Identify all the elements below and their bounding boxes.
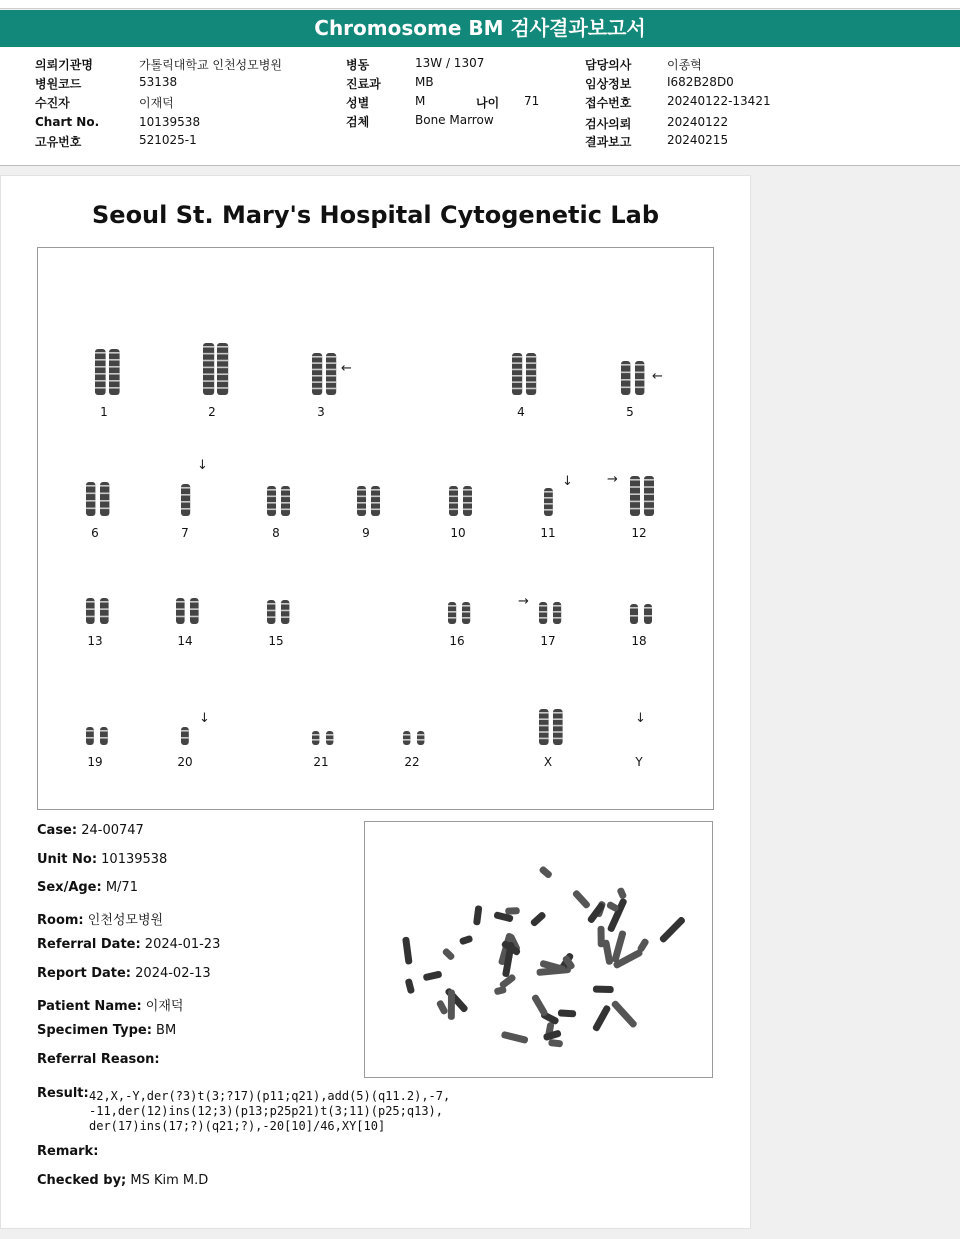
info-value: 이종혁	[667, 58, 702, 72]
case-field-label: Specimen Type:	[37, 1023, 152, 1039]
metaphase-chromosome	[548, 1039, 563, 1048]
chromosome-label: 6	[91, 526, 99, 540]
patient-info-panel	[0, 47, 960, 166]
case-field-row	[37, 1052, 160, 1067]
chromosome-3	[312, 353, 322, 395]
chromosome-label: 2	[208, 405, 216, 419]
chromosome-label: 15	[268, 634, 284, 648]
lab-title: Seoul St. Mary's Hospital Cytogenetic Lab	[92, 201, 659, 229]
metaphase-chromosome	[610, 999, 638, 1028]
info-label: 결과보고	[585, 135, 632, 149]
info-value: 20240122	[667, 115, 729, 129]
case-field-label: Case:	[37, 823, 78, 838]
chromosome-X	[539, 709, 549, 745]
chromosome-label: 19	[87, 755, 103, 769]
chromosome-label: 1	[100, 405, 108, 419]
chromosome-14	[190, 598, 199, 624]
metaphase-chromosome	[459, 935, 474, 946]
abnormality-arrow-icon: ↓	[199, 711, 210, 726]
chromosome-14	[176, 598, 185, 624]
chromosome-1	[109, 349, 120, 395]
case-field-value: 인천성모병원	[83, 912, 164, 928]
chromosome-22	[403, 731, 410, 745]
metaphase-chromosome	[444, 987, 469, 1013]
chromosome-5	[635, 361, 644, 395]
chromosome-7	[181, 484, 190, 516]
case-field-value: 2024-02-13	[131, 966, 211, 981]
metaphase-chromosome	[538, 865, 553, 879]
remark-label: Remark:	[37, 1144, 99, 1159]
info-value: 이재덕	[139, 96, 174, 110]
chromosome-label: 8	[272, 526, 280, 540]
chromosome-22	[417, 731, 424, 745]
abnormality-arrow-icon: ←	[652, 369, 663, 384]
info-label: 성별	[346, 96, 370, 110]
case-field-value: 2024-01-23	[140, 937, 221, 953]
result-karyotype: 42,X,-Y,der(?3)t(3;?17)(p11;q21),add(5)(q11.2),-7, -11,der(12)ins(12;3)(p13;p25p21)t(3;11)(p25;q13), der(17)ins(17;?)(q21;?),-20[10]/46,XY[10]	[89, 1089, 451, 1133]
abnormality-arrow-icon: →	[518, 594, 529, 609]
chromosome-label: 7	[181, 526, 189, 540]
metaphase-chromosome	[436, 999, 449, 1015]
case-field-label: Referral Reason:	[37, 1051, 160, 1067]
case-field-row	[37, 995, 183, 1014]
chromosome-15	[267, 600, 275, 624]
chromosome-label: 4	[517, 405, 525, 419]
chromosome-12	[644, 476, 654, 516]
karyogram-image	[37, 247, 714, 810]
info-label: 수진자	[35, 96, 70, 110]
info-label: 병동	[346, 58, 370, 72]
case-field-label: Sex/Age:	[37, 880, 102, 896]
chromosome-label: 21	[313, 755, 329, 769]
chromosome-label: 5	[626, 405, 634, 419]
chromosome-20	[181, 727, 189, 745]
info-label: 병원코드	[35, 77, 82, 91]
chromosome-16	[462, 602, 470, 624]
abnormality-arrow-icon: →	[607, 472, 618, 487]
karyotype-report	[0, 175, 751, 1229]
chromosome-8	[267, 486, 276, 516]
chromosome-label: 14	[177, 634, 193, 648]
metaphase-chromosome	[402, 937, 413, 965]
metaphase-chromosome	[441, 947, 455, 961]
info-label: Chart No.	[35, 115, 100, 129]
chromosome-21	[326, 731, 333, 745]
case-field-row	[37, 823, 144, 838]
metaphase-chromosome	[531, 994, 549, 1018]
chromosome-2	[217, 343, 228, 395]
abnormality-arrow-icon: ↓	[635, 711, 646, 726]
case-field-label: Report Date:	[37, 966, 132, 981]
case-field-value: 24-00747	[77, 823, 144, 838]
case-field-row	[37, 966, 211, 981]
info-value: 10139538	[139, 115, 201, 129]
chromosome-4	[526, 353, 536, 395]
chromosome-label: Y	[635, 755, 643, 769]
case-field-value: BM	[151, 1023, 177, 1039]
info-value: 71	[524, 94, 540, 108]
chromosome-X	[553, 709, 563, 745]
report-title: Chromosome BM 검사결과보고서	[314, 16, 646, 40]
case-field-label: Patient Name:	[37, 998, 142, 1014]
case-field-row	[37, 852, 167, 867]
case-field-label: Unit No:	[37, 851, 98, 867]
metaphase-chromosome	[501, 1031, 529, 1044]
info-label: 검체	[346, 115, 370, 129]
info-value: I682B28D0	[667, 75, 734, 89]
info-value: 20240215	[667, 133, 729, 147]
metaphase-chromosome	[529, 911, 546, 928]
chromosome-label: X	[543, 755, 553, 769]
info-value: Bone Marrow	[415, 113, 494, 127]
chromosome-label: 3	[317, 405, 325, 419]
case-field-label: Referral Date:	[37, 937, 141, 953]
info-value: 521025-1	[139, 133, 197, 147]
checked-by-row	[37, 1173, 208, 1188]
metaphase-drawing	[365, 822, 712, 1077]
chromosome-label: 17	[540, 634, 556, 648]
checked-by-label: Checked by;	[37, 1173, 127, 1188]
metaphase-chromosome	[572, 889, 592, 910]
metaphase-chromosome	[616, 887, 627, 900]
chromosome-8	[281, 486, 290, 516]
metaphase-chromosome	[592, 1004, 612, 1032]
chromosome-19	[100, 727, 108, 745]
metaphase-chromosome	[473, 905, 482, 926]
info-label: 나이	[476, 96, 500, 110]
chromosome-6	[100, 482, 109, 516]
info-value: M	[415, 94, 426, 108]
chromosome-2	[203, 343, 214, 395]
checked-by-value: MS Kim M.D	[130, 1173, 209, 1188]
chromosome-13	[86, 598, 95, 624]
metaphase-chromosome	[505, 907, 520, 915]
metaphase-chromosome	[423, 970, 443, 981]
chromosome-label: 18	[631, 634, 647, 648]
chromosome-16	[448, 602, 456, 624]
case-field-label: Room:	[37, 912, 84, 928]
chromosome-17	[553, 602, 561, 624]
chromosome-15	[281, 600, 289, 624]
chromosome-label: 12	[631, 526, 647, 540]
case-field-value: 이재덕	[141, 998, 184, 1014]
metaphase-chromosome	[448, 990, 455, 1020]
metaphase-chromosome	[593, 986, 614, 994]
chromosome-9	[371, 486, 380, 516]
chromosome-4	[512, 353, 522, 395]
info-label: 접수번호	[585, 96, 632, 110]
chromosome-label: 10	[450, 526, 466, 540]
info-label: 고유번호	[35, 135, 82, 149]
case-field-row	[37, 880, 138, 895]
chromosome-10	[449, 486, 458, 516]
chromosome-11	[544, 488, 553, 516]
info-label: 검사의뢰	[585, 117, 632, 131]
chromosome-3	[326, 353, 336, 395]
info-label: 진료과	[346, 77, 381, 91]
chromosome-18	[644, 604, 652, 624]
chromosome-1	[95, 349, 106, 395]
metaphase-chromosome	[405, 978, 416, 994]
case-field-row	[37, 909, 163, 928]
info-label: 담당의사	[585, 58, 632, 72]
result-label: Result:	[37, 1086, 89, 1101]
chromosome-21	[312, 731, 319, 745]
abnormality-arrow-icon: ↓	[562, 474, 573, 489]
chromosome-10	[463, 486, 472, 516]
info-value: 13W / 1307	[415, 56, 485, 70]
metaphase-chromosome	[558, 1009, 577, 1017]
abnormality-arrow-icon: ←	[341, 361, 352, 376]
info-label: 의뢰기관명	[35, 58, 93, 72]
metaphase-chromosome	[602, 939, 614, 965]
chromosome-9	[357, 486, 366, 516]
chromosome-label: 9	[362, 526, 370, 540]
chromosome-label: 22	[404, 755, 420, 769]
info-value: 53138	[139, 75, 178, 89]
chromosome-6	[86, 482, 95, 516]
info-value: MB	[415, 75, 434, 89]
top-border	[0, 0, 960, 9]
chromosome-label: 11	[540, 526, 556, 540]
info-label: 임상정보	[585, 77, 632, 91]
report-title-bar	[0, 10, 960, 47]
chromosome-5	[621, 361, 630, 395]
metaphase-spread-image	[364, 821, 713, 1078]
chromosome-12	[630, 476, 640, 516]
chromosome-19	[86, 727, 94, 745]
info-value: 20240122-13421	[667, 94, 771, 108]
chromosome-17	[539, 602, 547, 624]
chromosome-18	[630, 604, 638, 624]
metaphase-chromosome	[659, 916, 687, 944]
case-field-row	[37, 1023, 176, 1038]
case-field-row	[37, 937, 220, 952]
chromosome-label: 13	[87, 634, 103, 648]
case-field-value: M/71	[101, 880, 138, 896]
chromosome-label: 20	[177, 755, 193, 769]
abnormality-arrow-icon: ↓	[197, 458, 208, 473]
chromosome-label: 16	[449, 634, 465, 648]
info-value: 가톨릭대학교 인천성모병원	[139, 58, 282, 72]
case-field-value: 10139538	[97, 851, 168, 867]
chromosome-13	[100, 598, 109, 624]
